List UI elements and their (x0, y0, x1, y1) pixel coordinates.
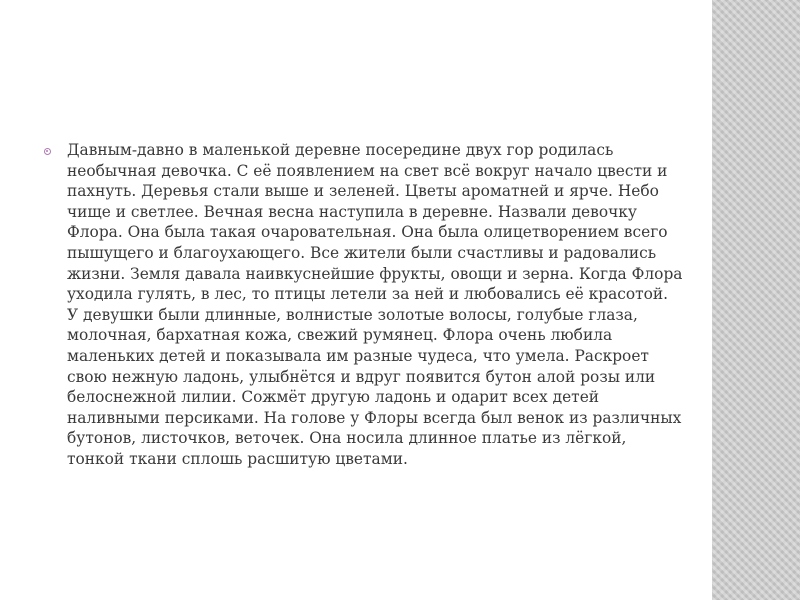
bullet-paragraph (44, 140, 684, 470)
decorative-side-strip (712, 0, 800, 600)
bullet-circle-icon (44, 148, 51, 155)
story-paragraph: Давным-давно в маленькой деревне посередине двух гор родилась необычная девочка. С её появлением на свет всё вокруг начало цвести и пахнуть. Деревья стали выше и зеленей. Цветы ароматней и ярче. Небо чище и светлее. Вечная весна наступила в деревне. Назвали девочку Флора. Она была такая очаровательная. Она была олицетворением всего пышущего и благоухающего. Все жители были счастливы и радовались жизни. Земля давала наивкуснейшие фрукты, овощи и зерна. Когда Флора уходила гулять, в лес, то птицы летели за ней и любовались её красотой. У девушки были длинные, волнистые золотые волосы, голубые глаза, молочная, бархатная кожа, свежий румянец. Флора очень любила маленьких детей и показывала им разные чудеса, что умела. Раскроет свою нежную ладонь, улыбнётся и вдруг появится бутон алой розы или белоснежной лилии. Сожмёт другую ладонь и одарит всех детей наливными персиками. На голове у Флоры всегда был венок из различных бутонов, листочков, веточек. Она носила длинное платье из лёгкой, тонкой ткани сплошь расшитую цветами. (67, 141, 683, 468)
